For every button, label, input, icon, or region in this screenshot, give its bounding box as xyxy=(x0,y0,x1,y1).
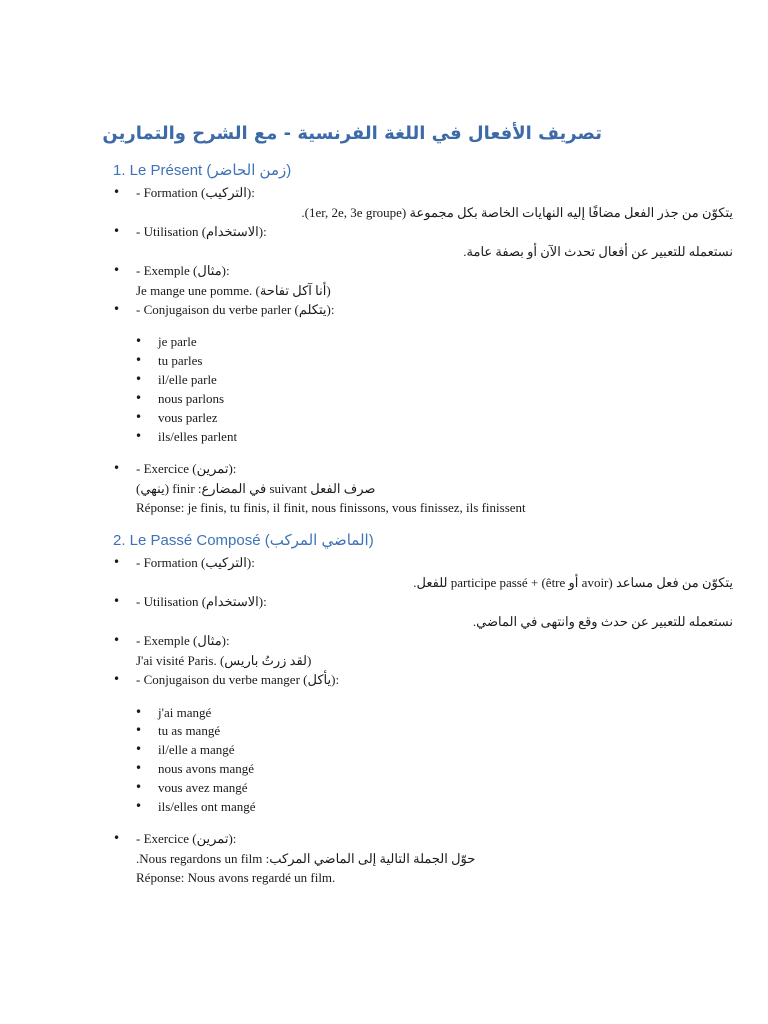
conjugation-item: • ils/elles parlent xyxy=(135,429,238,444)
exercise-question: حوّل الجملة التالية إلى الماضي المركب: Nous regardons un film. xyxy=(136,850,476,866)
conjugation-item: • vous avez mangé xyxy=(135,780,248,795)
list-item-conjugaison xyxy=(113,670,733,690)
item-label: - Exemple (مثال): xyxy=(136,263,230,278)
bullet-icon: • xyxy=(135,723,143,737)
item-label: - Conjugaison du verbe manger (يأكل): xyxy=(136,672,340,687)
item-text: يتكوّن من فعل مساعد (avoir أو être) + participe passé للفعل. xyxy=(413,574,733,590)
list-item-utilisation xyxy=(113,222,733,261)
bullet-icon: • xyxy=(135,391,143,405)
bullet-icon: • xyxy=(135,372,143,386)
list-item-utilisation xyxy=(113,592,733,631)
item-text: يتكوّن من جذر الفعل مضافًا إليه النهايات الخاصة بكل مجموعة (1er, 2e, 3e groupe). xyxy=(301,204,733,220)
conjugation-item: • ils/elles ont mangé xyxy=(135,799,256,814)
exercise-answer: Réponse: je finis, tu finis, il finit, nous finissons, vous finissez, ils finissent xyxy=(136,500,526,515)
item-text: J'ai visité Paris. (لقد زرتُ باريس) xyxy=(136,652,312,668)
bullet-icon: • xyxy=(113,594,121,608)
bullet-icon: • xyxy=(113,263,121,277)
list-item-exercice xyxy=(113,829,733,888)
item-label: - Formation (التركيب): xyxy=(136,185,255,200)
conjugation-item: • il/elle parle xyxy=(135,372,217,387)
conjugation-item: • nous avons mangé xyxy=(135,761,255,776)
item-text: نستعمله للتعبير عن أفعال تحدث الآن أو بصفة عامة. xyxy=(463,243,733,259)
item-label: - Exemple (مثال): xyxy=(136,633,230,648)
section-heading-passe-compose: 2. Le Passé Composé (الماضي المركب) xyxy=(113,532,374,549)
conjugation-item: • tu as mangé xyxy=(135,723,221,738)
conjugation-item: • nous parlons xyxy=(135,391,225,406)
bullet-icon: • xyxy=(113,672,121,686)
bullet-icon: • xyxy=(135,705,143,719)
bullet-icon: • xyxy=(135,429,143,443)
item-text: Je mange une pomme. (أنا آكل تفاحة) xyxy=(136,282,331,298)
bullet-icon: • xyxy=(135,353,143,367)
conjugation-item: • je parle xyxy=(135,334,197,349)
list-item-formation xyxy=(113,183,733,222)
bullet-icon: • xyxy=(113,185,121,199)
item-label: - Exercice (تمرين): xyxy=(136,831,237,846)
item-label: - Utilisation (الاستخدام): xyxy=(136,594,267,609)
list-item-formation xyxy=(113,553,733,592)
bullet-icon: • xyxy=(113,633,121,647)
list-item-exemple xyxy=(113,261,733,300)
bullet-icon: • xyxy=(113,831,121,845)
exercise-question: صرف الفعل suivant في المضارع: finir (ينهي) xyxy=(136,480,376,496)
bullet-icon: • xyxy=(113,224,121,238)
bullet-icon: • xyxy=(135,799,143,813)
item-label: - Exercice (تمرين): xyxy=(136,461,237,476)
conjugation-item: • tu parles xyxy=(135,353,203,368)
conjugation-item: • j'ai mangé xyxy=(135,705,212,720)
conjugation-item: • il/elle a mangé xyxy=(135,742,235,757)
bullet-icon: • xyxy=(135,742,143,756)
list-item-exercice xyxy=(113,459,733,518)
bullet-icon: • xyxy=(113,555,121,569)
section-heading-present: 1. Le Présent (زمن الحاضر) xyxy=(113,162,292,179)
bullet-icon: • xyxy=(135,410,143,424)
exercise-answer: Réponse: Nous avons regardé un film. xyxy=(136,870,336,885)
list-item-exemple xyxy=(113,631,733,670)
item-label: - Formation (التركيب): xyxy=(136,555,255,570)
conjugation-item: • vous parlez xyxy=(135,410,218,425)
item-label: - Utilisation (الاستخدام): xyxy=(136,224,267,239)
bullet-icon: • xyxy=(135,334,143,348)
item-text: نستعمله للتعبير عن حدث وقع وانتهى في الماضي. xyxy=(472,613,733,629)
list-item-conjugaison xyxy=(113,300,733,320)
bullet-icon: • xyxy=(113,302,121,316)
document-title: تصريف الأفعال في اللغة الفرنسية - مع الشرح والتمارين xyxy=(102,123,602,144)
bullet-icon: • xyxy=(113,461,121,475)
bullet-icon: • xyxy=(135,780,143,794)
bullet-icon: • xyxy=(135,761,143,775)
item-label: - Conjugaison du verbe parler (يتكلم): xyxy=(136,302,335,317)
